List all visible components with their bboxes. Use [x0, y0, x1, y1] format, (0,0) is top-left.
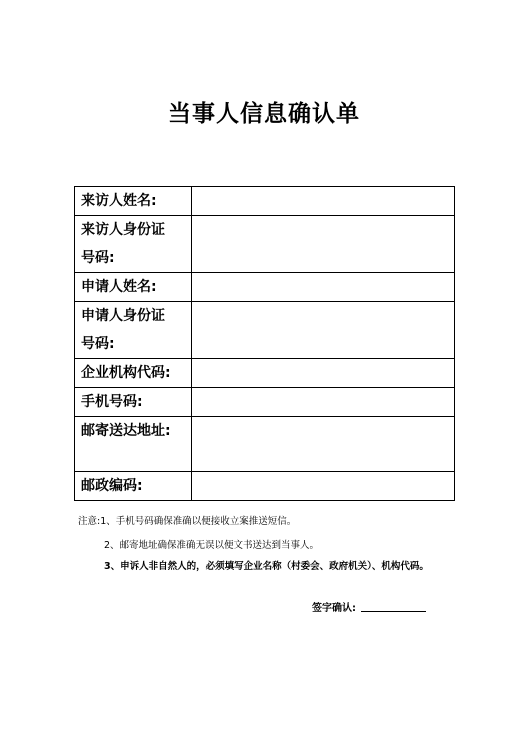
field-value-applicant-id[interactable] [192, 302, 455, 359]
note-line-2: 2、邮寄地址确保准确无误以便文书送达到当事人。 [104, 540, 320, 551]
form-row-applicant-name [75, 273, 455, 302]
field-label-visitor-name: 来访人姓名: [75, 187, 192, 216]
note-line-1: 注意:1、手机号码确保准确以便接收立案推送短信。 [78, 516, 297, 527]
form-row-phone [75, 388, 455, 417]
field-value-postal-code[interactable] [192, 472, 455, 501]
signature-label: 签字确认: [312, 603, 356, 614]
form-row-postal-code [75, 472, 455, 501]
field-label-phone: 手机号码: [75, 388, 192, 417]
field-label-postal-code: 邮政编码: [75, 472, 192, 501]
field-label-mail-address: 邮寄送达地址: [75, 417, 192, 472]
info-form-table [74, 186, 455, 501]
page-title: 当事人信息确认单 [168, 101, 360, 127]
field-label-org-code: 企业机构代码: [75, 359, 192, 388]
form-row-mail-address [75, 417, 455, 472]
form-row-applicant-id [75, 302, 455, 359]
field-value-mail-address[interactable] [192, 417, 455, 472]
field-value-phone[interactable] [192, 388, 455, 417]
form-row-org-code [75, 359, 455, 388]
form-row-visitor-name [75, 187, 455, 216]
signature-line[interactable] [361, 611, 426, 612]
field-value-visitor-id[interactable] [192, 216, 455, 273]
field-value-applicant-name[interactable] [192, 273, 455, 302]
field-label-applicant-id: 申请人身份证 号码: [75, 302, 192, 359]
field-value-org-code[interactable] [192, 359, 455, 388]
form-row-visitor-id [75, 216, 455, 273]
field-value-visitor-name[interactable] [192, 187, 455, 216]
field-label-visitor-id: 来访人身份证 号码: [75, 216, 192, 273]
note-line-3: 3、申诉人非自然人的，必须填写企业名称（村委会、政府机关）、机构代码。 [104, 561, 429, 572]
field-label-applicant-name: 申请人姓名: [75, 273, 192, 302]
